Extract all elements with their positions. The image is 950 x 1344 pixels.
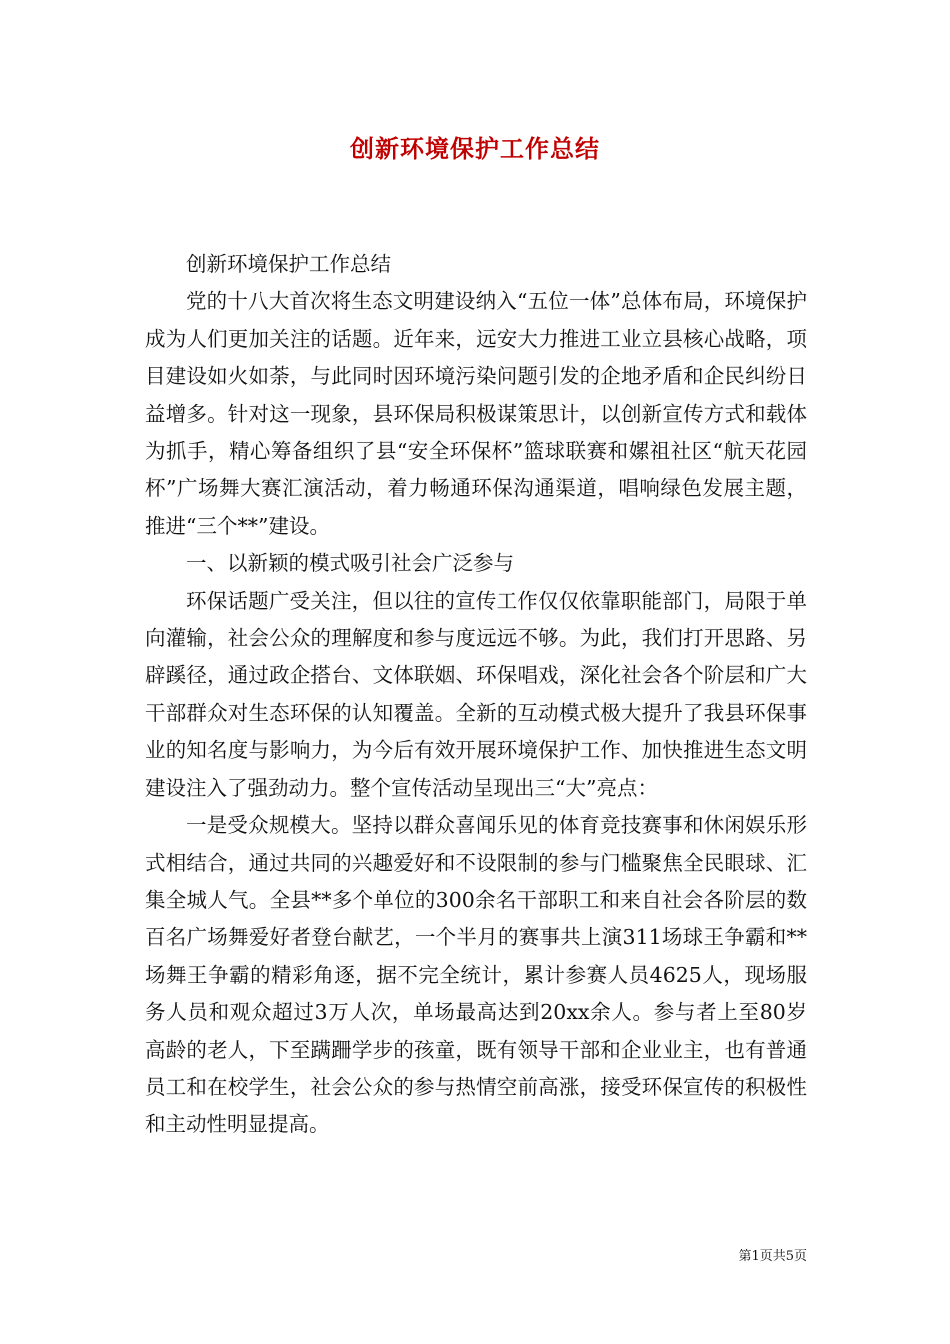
body-subtitle: 创新环境保护工作总结	[186, 252, 391, 276]
paragraph-intro: 党的十八大首次将生态文明建设纳入“五位一体”总体布局，环境保护成为人们更加关注的话题。近年来，远安大力推进工业立县核心战略，项目建设如火如荼，与此同时因环境污染问题引发的企地矛盾和企民纠纷日益增多。针对这一现象，县环保局积极谋策思计，以创新宣传方式和载体为抓手，精心筹备组织了县“安全环保杯”篮球联赛和嫘祖社区“航天花园杯”广场舞大赛汇演活动，着力畅通环保沟通渠道，唱响绿色发展主题，推进“三个**”建设。	[145, 289, 807, 538]
page-title: 创新环境保护工作总结	[350, 134, 600, 163]
paragraph-section-1: 环保话题广受关注，但以往的宣传工作仅仅依靠职能部门，局限于单向灌输，社会公众的理解度和参与度远远不够。为此，我们打开思路、另辟蹊径，通过政企搭台、文体联姻、环保唱戏，深化社会各个阶层和广大干部群众对生态环保的认知覆盖。全新的互动模式极大提升了我县环保事业的知名度与影响力，为今后有效开展环境保护工作、加快推进生态文明建设注入了强劲动力。整个宣传活动呈现出三“大”亮点：	[145, 588, 807, 800]
document-body	[145, 246, 807, 1144]
paragraph-highlight-1: 一是受众规模大。坚持以群众喜闻乐见的体育竞技赛事和休闲娱乐形式相结合，通过共同的兴趣爱好和不设限制的参与门槛聚焦全民眼球、汇集全城人气。全县**多个单位的300余名干部职工和来自社会各阶层的数百名广场舞爱好者登台献艺，一个半月的赛事共上演311场球王争霸和**场舞王争霸的精彩角逐，据不完全统计，累计参赛人员4625人，现场服务人员和观众超过3万人次，单场最高达到20xx余人。参与者上至80岁高龄的老人，下至蹒跚学步的孩童，既有领导干部和企业业主，也有普通员工和在校学生，社会公众的参与热情空前高涨，接受环保宣传的积极性和主动性明显提高。	[145, 813, 807, 1137]
section-heading-1: 一、以新颖的模式吸引社会广泛参与	[186, 551, 514, 576]
page-number-footer: 第1页共5页	[738, 1249, 807, 1264]
